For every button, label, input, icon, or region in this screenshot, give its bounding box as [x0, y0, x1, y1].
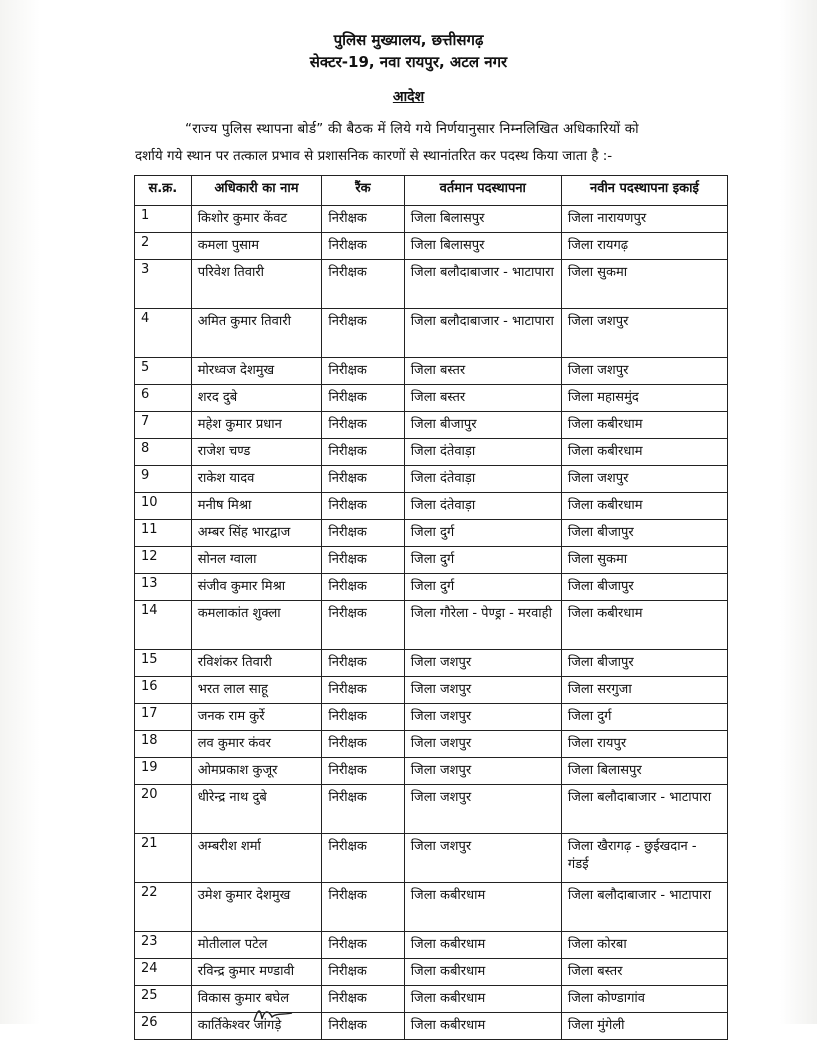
serial-cell: 18	[135, 731, 192, 758]
office-name: पुलिस मुख्यालय, छत्तीसगढ़	[333, 31, 484, 49]
officer-name-cell: अम्बरीश शर्मा	[191, 834, 322, 883]
rank-cell: निरीक्षक	[322, 601, 404, 650]
serial-cell: 20	[135, 785, 192, 834]
table-row	[135, 547, 728, 574]
serial-cell: 26	[135, 1013, 192, 1040]
signature-mark	[250, 1003, 310, 1023]
rank-cell: निरीक्षक	[322, 1013, 404, 1040]
rank-cell: निरीक्षक	[322, 731, 404, 758]
rank-cell: निरीक्षक	[322, 677, 404, 704]
table-row	[135, 932, 728, 959]
new-posting-cell: जिला बीजापुर	[561, 574, 727, 601]
current-posting-cell: जिला जशपुर	[404, 731, 561, 758]
table-row	[135, 704, 728, 731]
current-posting-cell: जिला बीजापुर	[404, 412, 561, 439]
rank-cell: निरीक्षक	[322, 883, 404, 932]
rank-cell: निरीक्षक	[322, 704, 404, 731]
officer-name-cell: कमलाकांत शुक्ला	[191, 601, 322, 650]
officer-name-cell: धीरेन्द्र नाथ दुबे	[191, 785, 322, 834]
current-posting-cell: जिला बस्तर	[404, 385, 561, 412]
office-address: सेक्टर-19, नवा रायपुर, अटल नगर	[309, 53, 508, 71]
serial-cell: 7	[135, 412, 192, 439]
table-row	[135, 466, 728, 493]
rank-cell: निरीक्षक	[322, 959, 404, 986]
current-posting-cell: जिला गौरेला - पेण्ड्रा - मरवाही	[404, 601, 561, 650]
rank-cell: निरीक्षक	[322, 520, 404, 547]
officer-name-cell: रविशंकर तिवारी	[191, 650, 322, 677]
table-row	[135, 883, 728, 932]
header-rank: रैंक	[322, 176, 404, 206]
officer-name-cell: किशोर कुमार केंवट	[191, 206, 322, 233]
table-row	[135, 206, 728, 233]
new-posting-cell: जिला कबीरधाम	[561, 439, 727, 466]
officer-name-cell: लव कुमार कंवर	[191, 731, 322, 758]
new-posting-cell: जिला खैरागढ़ - छुईखदान - गंडई	[561, 834, 727, 883]
new-posting-cell: जिला बीजापुर	[561, 650, 727, 677]
rank-cell: निरीक्षक	[322, 986, 404, 1013]
officer-name-cell: रविन्द्र कुमार मण्डावी	[191, 959, 322, 986]
officer-name-cell: विकास कुमार बघेल	[191, 986, 322, 1013]
current-posting-cell: जिला बिलासपुर	[404, 206, 561, 233]
table-row	[135, 493, 728, 520]
officer-name-cell: अम्बर सिंह भारद्वाज	[191, 520, 322, 547]
serial-cell: 9	[135, 466, 192, 493]
new-posting-cell: जिला कोरबा	[561, 932, 727, 959]
serial-cell: 21	[135, 834, 192, 883]
serial-cell: 6	[135, 385, 192, 412]
new-posting-cell: जिला कबीरधाम	[561, 601, 727, 650]
serial-cell: 3	[135, 260, 192, 309]
new-posting-cell: जिला सुकमा	[561, 260, 727, 309]
new-posting-cell: जिला रायपुर	[561, 731, 727, 758]
new-posting-cell: जिला सरगुजा	[561, 677, 727, 704]
new-posting-cell: जिला बीजापुर	[561, 520, 727, 547]
table-row	[135, 959, 728, 986]
serial-cell: 10	[135, 493, 192, 520]
serial-cell: 12	[135, 547, 192, 574]
serial-cell: 19	[135, 758, 192, 785]
serial-cell: 11	[135, 520, 192, 547]
new-posting-cell: जिला कबीरधाम	[561, 493, 727, 520]
table-row	[135, 758, 728, 785]
rank-cell: निरीक्षक	[322, 358, 404, 385]
current-posting-cell: जिला जशपुर	[404, 834, 561, 883]
new-posting-cell: जिला बलौदाबाजार - भाटापारा	[561, 785, 727, 834]
current-posting-cell: जिला जशपुर	[404, 704, 561, 731]
officer-name-cell: महेश कुमार प्रधान	[191, 412, 322, 439]
serial-cell: 14	[135, 601, 192, 650]
rank-cell: निरीक्षक	[322, 412, 404, 439]
rank-cell: निरीक्षक	[322, 493, 404, 520]
table-row	[135, 601, 728, 650]
header-serial: स.क्र.	[135, 176, 192, 206]
rank-cell: निरीक्षक	[322, 439, 404, 466]
rank-cell: निरीक्षक	[322, 758, 404, 785]
table-row	[135, 650, 728, 677]
rank-cell: निरीक्षक	[322, 309, 404, 358]
officer-name-cell: शरद दुबे	[191, 385, 322, 412]
table-row	[135, 385, 728, 412]
table-row	[135, 358, 728, 385]
officer-name-cell: कमला पुसाम	[191, 233, 322, 260]
header-current-posting: वर्तमान पदस्थापना	[404, 176, 561, 206]
table-row	[135, 574, 728, 601]
serial-cell: 22	[135, 883, 192, 932]
header-officer-name: अधिकारी का नाम	[191, 176, 322, 206]
serial-cell: 15	[135, 650, 192, 677]
current-posting-cell: जिला बलौदाबाजार - भाटापारा	[404, 260, 561, 309]
officer-name-cell: सोनल ग्वाला	[191, 547, 322, 574]
current-posting-cell: जिला जशपुर	[404, 758, 561, 785]
new-posting-cell: जिला कोण्डागांव	[561, 986, 727, 1013]
table-row	[135, 520, 728, 547]
table-row	[135, 439, 728, 466]
current-posting-cell: जिला बस्तर	[404, 358, 561, 385]
serial-cell: 4	[135, 309, 192, 358]
current-posting-cell: जिला बलौदाबाजार - भाटापारा	[404, 309, 561, 358]
current-posting-cell: जिला दंतेवाड़ा	[404, 439, 561, 466]
new-posting-cell: जिला बिलासपुर	[561, 758, 727, 785]
serial-cell: 8	[135, 439, 192, 466]
new-posting-cell: जिला महासमुंद	[561, 385, 727, 412]
serial-cell: 16	[135, 677, 192, 704]
serial-cell: 23	[135, 932, 192, 959]
rank-cell: निरीक्षक	[322, 650, 404, 677]
new-posting-cell: जिला बलौदाबाजार - भाटापारा	[561, 883, 727, 932]
rank-cell: निरीक्षक	[322, 932, 404, 959]
current-posting-cell: जिला दुर्ग	[404, 574, 561, 601]
table-row	[135, 986, 728, 1013]
header-new-posting: नवीन पदस्थापना इकाई	[561, 176, 727, 206]
serial-cell: 17	[135, 704, 192, 731]
new-posting-cell: जिला जशपुर	[561, 466, 727, 493]
serial-cell: 13	[135, 574, 192, 601]
new-posting-cell: जिला बस्तर	[561, 959, 727, 986]
current-posting-cell: जिला दुर्ग	[404, 520, 561, 547]
table-row	[135, 233, 728, 260]
current-posting-cell: जिला कबीरधाम	[404, 1013, 561, 1040]
new-posting-cell: जिला रायगढ़	[561, 233, 727, 260]
table-row	[135, 1013, 728, 1040]
current-posting-cell: जिला कबीरधाम	[404, 883, 561, 932]
table-row	[135, 309, 728, 358]
current-posting-cell: जिला जशपुर	[404, 677, 561, 704]
table-row	[135, 677, 728, 704]
new-posting-cell: जिला दुर्ग	[561, 704, 727, 731]
serial-cell: 5	[135, 358, 192, 385]
rank-cell: निरीक्षक	[322, 233, 404, 260]
serial-cell: 2	[135, 233, 192, 260]
rank-cell: निरीक्षक	[322, 466, 404, 493]
officer-name-cell: मोरध्वज देशमुख	[191, 358, 322, 385]
new-posting-cell: जिला मुंगेली	[561, 1013, 727, 1040]
order-title: आदेश	[392, 89, 425, 105]
table-row	[135, 731, 728, 758]
current-posting-cell: जिला कबीरधाम	[404, 932, 561, 959]
table-row	[135, 260, 728, 309]
rank-cell: निरीक्षक	[322, 547, 404, 574]
new-posting-cell: जिला नारायणपुर	[561, 206, 727, 233]
transfer-table	[134, 175, 728, 1040]
rank-cell: निरीक्षक	[322, 834, 404, 883]
officer-name-cell: मनीष मिश्रा	[191, 493, 322, 520]
rank-cell: निरीक्षक	[322, 385, 404, 412]
table-body	[135, 206, 728, 1040]
officer-name-cell: राकेश यादव	[191, 466, 322, 493]
table-row	[135, 412, 728, 439]
current-posting-cell: जिला दंतेवाड़ा	[404, 466, 561, 493]
current-posting-cell: जिला दंतेवाड़ा	[404, 493, 561, 520]
officer-name-cell: जनक राम कुर्रे	[191, 704, 322, 731]
rank-cell: निरीक्षक	[322, 574, 404, 601]
table-header-row	[135, 176, 728, 206]
current-posting-cell: जिला कबीरधाम	[404, 986, 561, 1013]
officer-name-cell: संजीव कुमार मिश्रा	[191, 574, 322, 601]
officer-name-cell: परिवेश तिवारी	[191, 260, 322, 309]
intro-line-2: दर्शाये गये स्थान पर तत्काल प्रभाव से प्रशासनिक कारणों से स्थानांतरित कर पदस्थ किया जाता है :-	[135, 148, 613, 164]
officer-name-cell: कार्तिकेश्वर जांगड़े	[191, 1013, 322, 1040]
officer-name-cell: उमेश कुमार देशमुख	[191, 883, 322, 932]
new-posting-cell: जिला जशपुर	[561, 358, 727, 385]
officer-name-cell: राजेश चण्ड	[191, 439, 322, 466]
rank-cell: निरीक्षक	[322, 260, 404, 309]
serial-cell: 1	[135, 206, 192, 233]
officer-name-cell: मोतीलाल पटेल	[191, 932, 322, 959]
officer-name-cell: अमित कुमार तिवारी	[191, 309, 322, 358]
rank-cell: निरीक्षक	[322, 206, 404, 233]
new-posting-cell: जिला कबीरधाम	[561, 412, 727, 439]
intro-line-1: “राज्य पुलिस स्थापना बोर्ड” की बैठक में लिये गये निर्णयानुसार निम्नलिखित अधिकारियों को	[185, 121, 639, 137]
serial-cell: 24	[135, 959, 192, 986]
table-row	[135, 785, 728, 834]
serial-cell: 25	[135, 986, 192, 1013]
current-posting-cell: जिला जशपुर	[404, 785, 561, 834]
rank-cell: निरीक्षक	[322, 785, 404, 834]
officer-name-cell: ओमप्रकाश कुजूर	[191, 758, 322, 785]
new-posting-cell: जिला सुकमा	[561, 547, 727, 574]
current-posting-cell: जिला कबीरधाम	[404, 959, 561, 986]
current-posting-cell: जिला जशपुर	[404, 650, 561, 677]
officer-name-cell: भरत लाल साहू	[191, 677, 322, 704]
current-posting-cell: जिला बिलासपुर	[404, 233, 561, 260]
current-posting-cell: जिला दुर्ग	[404, 547, 561, 574]
new-posting-cell: जिला जशपुर	[561, 309, 727, 358]
table-row	[135, 834, 728, 883]
